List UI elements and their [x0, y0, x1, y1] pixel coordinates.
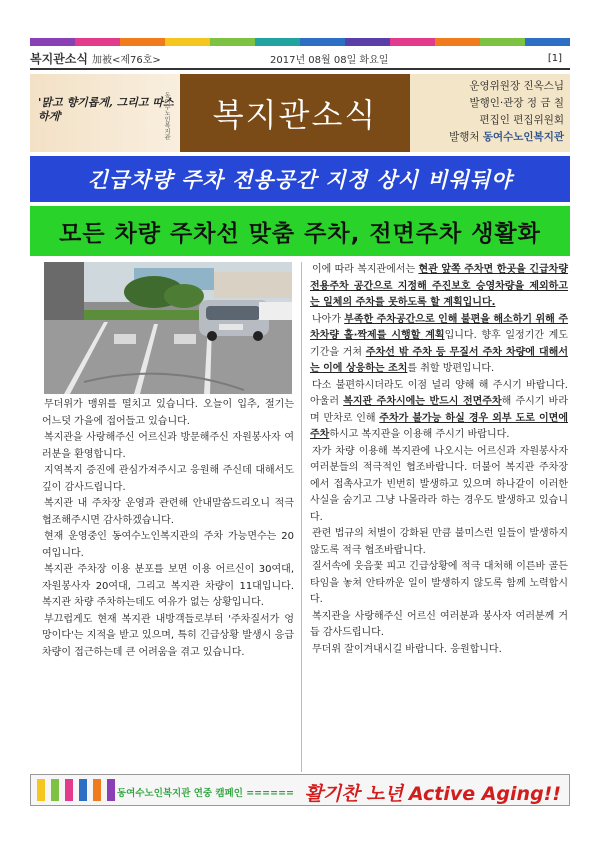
page-number: [1]	[547, 52, 562, 64]
info-line-publisher: 발행인·관장 정 금 칠	[469, 97, 564, 109]
column-divider	[301, 262, 302, 772]
issue-date: 2017년 08월 08일 화요일	[270, 54, 389, 66]
article-paragraph	[310, 312, 568, 378]
emphasis-text: 주차선 밖 주차 등 무질서 주차 차량에 대해서는 이에 상응하는 조치	[310, 346, 568, 374]
newsletter-title: 복지관소식	[212, 96, 378, 134]
article-paragraph: 부끄럽게도 현재 복지관 내방객들로부터 '주차질서가 엉망이다'는 지적을 받고 있으며, 특히 긴급상황 발생시 응급차량이 접근하는데 큰 어려움을 겪고 있습니다.	[42, 613, 294, 658]
article-paragraph: 복지관을 사랑해주신 어르신과 방문해주신 자원봉사자 여러분을 환영합니다.	[42, 432, 294, 460]
emphasis-text: 부족한 주차공간으로 인해 불편을 해소하기 위해 주차차량 홀·짝제를 시행할 계획	[310, 313, 568, 341]
article-right-column	[310, 262, 568, 658]
text-run: 이에 따라 복지관에서는	[312, 264, 419, 275]
article-paragraph: 복지관을 사랑해주신 어르신 여러분과 봉사자 여러분께 거듭 감사드립니다.	[310, 610, 568, 638]
article-paragraph: 자가 차량 이용해 복지관에 나오시는 어르신과 자원봉사자 여러분들의 적극적인 협조바랍니다. 더불어 복지관 주차장에서 접촉사고가 빈번히 발생하고 있으며 하나같이 이러한 사실을 숨기고 그냥 나몰라라 하는 경우도 발생하고 있습니다.	[310, 445, 568, 523]
newsletter-name: 복지관소식	[30, 51, 88, 66]
emphasis-text: 현관 앞쪽 주차면 한곳을 긴급차량 전용주차 공간으로 지정해 주진보호 승영차량을 제외하고는 일체의 주차를 못하도록 할 계획입니다.	[310, 264, 568, 308]
title-box	[180, 74, 410, 152]
text-run: 나아가	[312, 313, 345, 325]
article-left-column	[42, 397, 294, 661]
text-run: 해 주시기 바라며 만차로 인해	[310, 396, 568, 424]
text-run: 를 취할 방편입니다.	[407, 363, 495, 374]
headline-secondary	[30, 206, 570, 256]
article-paragraph: 복지관 내 주차장 운영과 관련해 안내말씀드리오니 적극 협조해주시면 감사하겠습니다.	[42, 498, 294, 526]
article-paragraph: 관련 법규의 처벌이 강화된 만큼 불미스런 일들이 발생하지 않도록 적극 협조바랍니다.	[310, 528, 568, 556]
slogan-org: 동여수노인복지관	[163, 92, 170, 140]
parking-lot-image	[44, 262, 292, 394]
text-run: 다소 불편하시더라도 이점 널리 양해 해 주시기 바랍니다. 아울러	[310, 379, 568, 407]
article-paragraph: 지역복지 증진에 관심가져주시고 응원해 주신데 대해서도 깊이 감사드립니다.	[42, 465, 294, 493]
slogan-box	[30, 74, 180, 152]
text-run: 입니다. 향후 일정기간 계도기간을 거쳐	[310, 330, 568, 358]
article-paragraph: 질서속에 웃음꽃 피고 긴급상황에 적극 대처해 이른바 골든타임을 놓쳐 안타까운 일이 발생하지 않도록 함께 노력합시다.	[310, 561, 568, 605]
headline-primary-text: 긴급차량 주차 전용공간 지정 상시 비워둬야	[87, 168, 513, 192]
publisher-info	[410, 74, 570, 152]
article-paragraph	[310, 378, 568, 444]
active-aging-slogan	[304, 779, 561, 806]
masthead-rule	[30, 68, 570, 70]
article-paragraph: 복지관 주차장 이용 분포를 보면 이용 어르신이 30여대, 자원봉사자 20여대, 그리고 복지관 차량이 11대입니다. 복지관 차량 주차하는데도 여유가 없는 상황입니다.	[42, 564, 294, 608]
info-line-editor: 편집인 편집위원회	[479, 114, 564, 126]
color-bar	[30, 38, 570, 46]
article-paragraph: 무더위 잘이겨내시길 바랍니다. 응원합니다.	[312, 643, 502, 655]
headline-secondary-text: 모든 차량 주차선 맞춤 주차, 전면주차 생활화	[59, 220, 541, 247]
info-line-chair: 운영위원장 진옥스님	[469, 80, 564, 92]
masthead-line	[30, 50, 570, 66]
issue-number: 加被<제76호>	[91, 54, 161, 66]
header-band	[30, 74, 570, 152]
emphasis-text: 주차가 불가능 하실 경우 외부 도로 이면에 주차	[310, 412, 568, 440]
article-paragraph	[310, 262, 568, 312]
footer-campaign	[30, 774, 570, 806]
slogan-text: '맑고 향기롭게, 그리고 따스하게'	[38, 96, 174, 123]
campaign-text: 동여수노인복지관 연중 캠페인 ======	[117, 788, 294, 799]
info-line-issuer	[416, 129, 564, 146]
footer-color-bars	[37, 779, 115, 801]
emphasis-text: 복지관 주차시에는 반드시 전면주차	[343, 396, 502, 407]
text-run: 하시고 복지관을 이용해 주시기 바랍니다.	[329, 429, 510, 440]
headline-primary	[30, 156, 570, 202]
article-paragraph: 무더위가 맹위를 떨치고 있습니다. 오늘이 입추, 절기는 어느덧 가을에 접어들고 있습니다.	[42, 399, 294, 427]
issuer-name: 동여수노인복지관	[482, 131, 564, 143]
article-paragraph: 현재 운영중인 동여수노인복지관의 주차 가능면수는 20여입니다.	[42, 531, 294, 559]
issuer-label: 발행처	[449, 131, 480, 143]
slogan-korean: 활기찬 노년	[304, 783, 403, 805]
parking-lot-photo	[44, 262, 292, 394]
slogan-english: Active Aging!!	[408, 783, 561, 805]
